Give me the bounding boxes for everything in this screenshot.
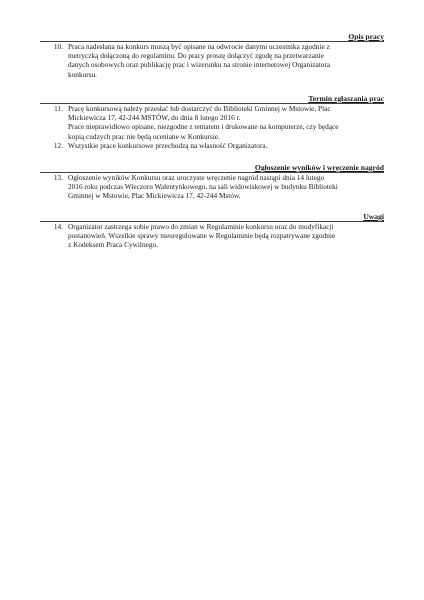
list-item xyxy=(40,42,384,79)
section-termin-zglaszania xyxy=(40,94,384,150)
section-uwagi xyxy=(40,212,384,250)
section-heading: Ogłoszenie wyników i wręczenie nagród xyxy=(40,163,384,173)
list-item xyxy=(40,222,384,250)
item-number: 11. xyxy=(54,104,63,113)
section-ogloszenie-wynikow xyxy=(40,163,384,201)
list-item xyxy=(40,104,384,141)
item-number: 13. xyxy=(53,173,63,182)
list-item xyxy=(40,141,384,150)
section-heading: Termin zgłaszania prac xyxy=(40,94,384,104)
item-list xyxy=(40,42,384,79)
section-heading: Uwagi xyxy=(40,212,384,222)
item-text: Organizator zastrzega sobie prawo do zmian w Regulaminie konkursu oraz do modyfikacji postanowień. Wszelkie sprawy nieuregulowane w Regulaminie będą rozpatrywane zgodnie z Kodeksem Praca Cywilnego. xyxy=(68,222,336,250)
item-text: Ogłoszenie wyników Konkursu oraz uroczyste wręczenie nagród nastąpi dnia 14 lutego 2016 roku podczas Wieczoru Walentynkowego, na sali widowiskowej w budynku Biblioteki Gminnej w Mstowie, Plac Mickiewicza 17, 42-244 Mstów. xyxy=(68,173,338,201)
section-heading: Opis pracy xyxy=(40,32,384,42)
item-text: Pracę konkursową należy przesłać lub dostarczyć do Biblioteki Gminnej w Mstowie, Plac Mickiewicza 17, 42-244 MSTÓW, do dnia 8 lutego 2016 r. Prace nieprawidłowo opisane, niezgodne z tematem i drukowane na komputerze, czy będące kopią cudzych prac nie będą oceniane w Konkursie. xyxy=(68,104,339,141)
section-opis-pracy xyxy=(40,32,384,79)
item-text: Wszystkie prace konkursowe przechodzą na własność Organizatora. xyxy=(68,140,268,150)
item-list xyxy=(40,173,384,201)
item-list xyxy=(40,222,384,250)
item-number: 12. xyxy=(53,140,63,150)
item-text: Praca nadesłana na konkurs muszą być opisane na odwrocie danymi uczestnika zgodnie z metryczką dołączoną do regulaminu. Do pracy proszę dołączyć zgodę na przetwarzanie danych osobowych oraz publikację prac i wizerunku na stronie internetowej Organizatora konkursu. xyxy=(68,42,331,79)
item-number: 14. xyxy=(53,222,63,231)
item-list xyxy=(40,104,384,150)
list-item xyxy=(40,173,384,201)
item-number: 10. xyxy=(53,42,63,51)
